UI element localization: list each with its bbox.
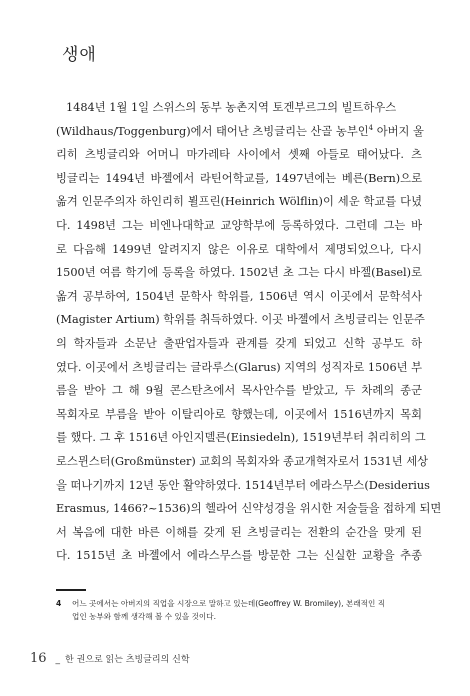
text-line: (Wildhaus/Toggenburg)에서 태어난 츠빙글리는 산골 농부인$^4$ 아버지 울 — [56, 123, 424, 138]
footer-separator: _ — [55, 655, 61, 665]
text-line: 름을 받아 그 해 9월 콘스탄츠에서 목사안수를 받았고, 두 차례의 종군 — [56, 384, 422, 398]
text-line: 을 떠나기까지 12년 동안 활약하였다. 1514년부터 에라스무스(Desiderius — [56, 478, 430, 492]
text-line: 서 복음에 대한 바른 이해를 갖게 된 츠빙글리는 전환의 순간을 맞게 된 — [56, 525, 422, 539]
text-line: 옮겨 공부하여, 1504년 문학사 학위를, 1506년 역시 이곳에서 문학석사 — [56, 289, 422, 303]
text-line: 1484년 1월 1일 스위스의 동부 농촌지역 토겐부르그의 빌트하우스 — [66, 101, 397, 114]
body-paragraph — [56, 96, 442, 568]
text-line: 로 다음해 1499년 알려지지 않은 이유로 대학에서 제명되었으나, 다시 — [56, 242, 422, 256]
text-line: 였다. 이곳에서 츠빙글리는 글라루스(Glarus) 지역의 성직자로 1506년 부 — [56, 360, 423, 374]
text-line: 다. 1498년 그는 비엔나대학교 교양학부에 등록하였다. 그런데 그는 바 — [56, 218, 422, 232]
footnote-divider — [56, 589, 86, 591]
footnote-text: 어느 곳에서는 아버지의 직업을 시장으로 말하고 있는데(Geoffrey W. Bromiley), 본래적인 직 — [72, 599, 386, 608]
text-line: 리히 츠빙글리와 어머니 마가레타 사이에서 셋째 아들로 태어났다. 츠 — [56, 148, 422, 162]
footnote-line — [56, 597, 422, 610]
book-title: 한 권으로 읽는 츠빙글리의 신학 — [65, 655, 190, 665]
text-line: (Magister Artium) 학위를 취득하였다. 이곳 바젤에서 츠빙글리는 인문주 — [56, 313, 425, 327]
text-line: 다. 1515년 초 바젤에서 에라스무스를 방문한 그는 신실한 교황을 추종 — [56, 549, 422, 563]
text-line: 의 학자들과 소문난 출판업자들과 관계를 갖게 되었고 신학 공부도 하 — [56, 336, 422, 350]
footnote-number: 4 — [56, 599, 62, 608]
text-line: 목회자로 부름을 받아 이탈리아로 향했는데, 이곳에서 1516년까지 목회 — [56, 407, 422, 421]
section-heading: 생애 — [62, 45, 97, 65]
text-line: 를 했다. 그 후 1516년 아인지델른(Einsiedeln), 1519년부터 취리히의 그 — [56, 431, 426, 445]
text-line: 로스뮌스터(Großmünster) 교회의 목회자와 종교개혁자로서 1531년 세상 — [56, 454, 429, 468]
footnote — [56, 597, 422, 623]
footnote-text-continued: 업인 농부와 함께 생각해 볼 수 있을 것이다. — [72, 612, 217, 621]
footnote-reference[interactable]: 4 — [368, 123, 374, 132]
text-line: 옮겨 인문주의자 하인리히 뵐프린(Heinrich Wölflin)이 세운 학교를 다녔 — [56, 195, 422, 209]
text-line: 1500년 여름 학기에 등록을 하였다. 1502년 초 그는 다시 바젤(Basel)로 — [56, 266, 422, 280]
text-line: Erasmus, 1466?~1536)의 헬라어 신약성경을 위시한 저술들을 접하게 되면 — [56, 502, 442, 516]
page-number: 16 — [30, 651, 47, 666]
page-footer — [30, 651, 190, 666]
text-line: 빙글리는 1494년 바젤에서 라틴어학교를, 1497년에는 베른(Bern)으로 — [56, 171, 422, 185]
